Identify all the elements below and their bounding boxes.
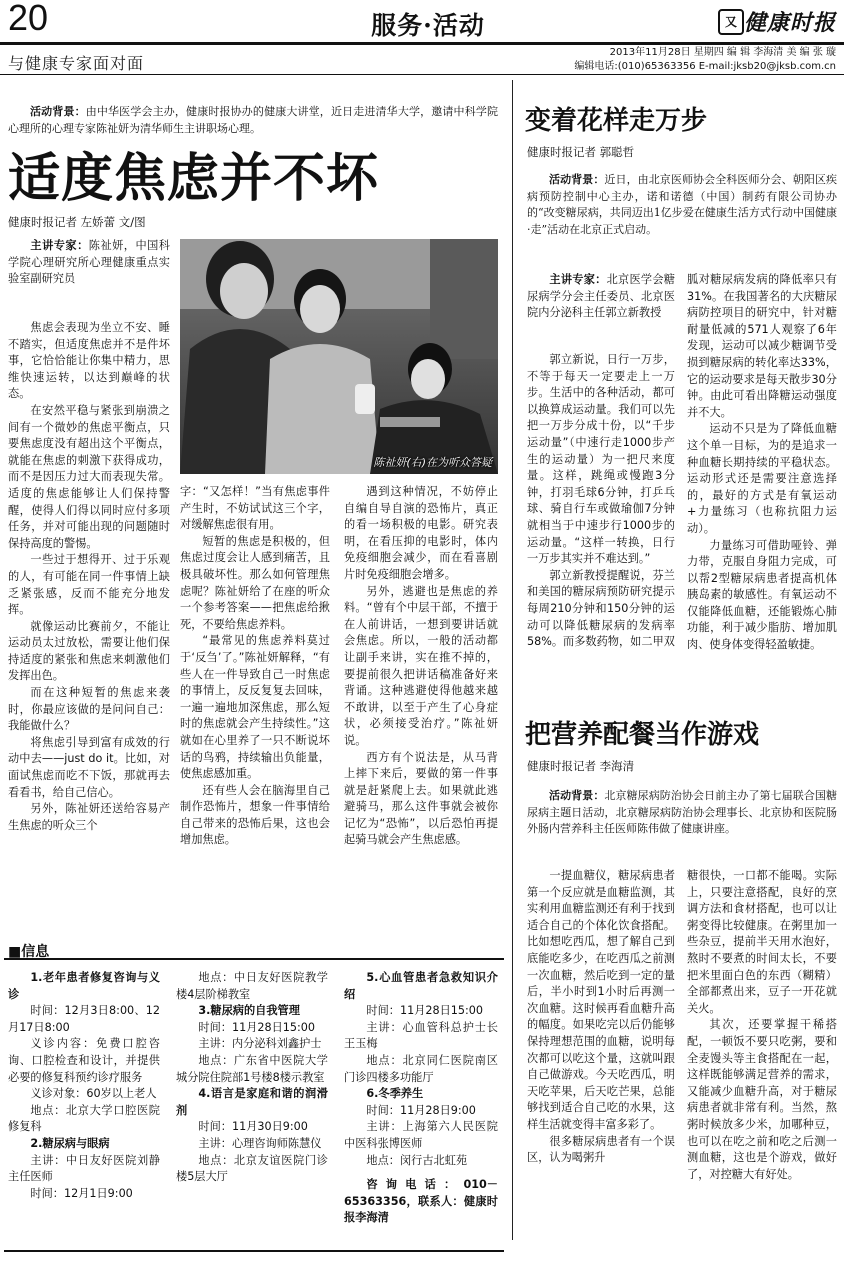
info-item-title: 5.心血管患者急救知识介绍 bbox=[344, 971, 498, 1001]
info-item-line: 地点：北京同仁医院南区门诊四楼多功能厅 bbox=[344, 1053, 498, 1084]
info-item-line: 地点：北京友谊医院门诊楼5层大厅 bbox=[176, 1153, 328, 1184]
art2-background-text: 近日，由北京医师协会全科医师分会、朝阳区疾病预防控制中心主办，诺和诺德（中国）制药有限公司协办的“改变糖尿病，共同迈出1亿步爱在健康生活方式行动中国健康·走”活动在北京正式启动。 bbox=[527, 173, 838, 236]
art2-background-label: 活动背景： bbox=[549, 173, 605, 186]
newspaper-logo bbox=[718, 4, 838, 38]
paragraph: 另外，陈祉妍还送给容易产生焦虑的听众三个 bbox=[8, 802, 170, 832]
art3-col2 bbox=[687, 868, 837, 1183]
info-item-line: 地点：中日友好医院教学楼4层阶梯教室 bbox=[176, 971, 328, 1001]
paragraph: 糖很快，一口都不能喝。实际上，只要注意搭配，良好的烹调方法和食材搭配，也可以让粥变得比较健康。在粥里加一些杂豆，提前半天用水泡好，熬时不要煮的时间太长，不要把米里面白色的东西（糊精）全部都煮出来，豆子一开花就关火。 bbox=[687, 869, 837, 1015]
info-item-line: 时间：11月28日15:00 bbox=[198, 1020, 316, 1034]
paragraph: 就像运动比赛前夕，不能让运动员太过放松，需要让他们保持适度的紧张和焦虑来刺激他们发挥出色。 bbox=[8, 619, 170, 683]
info-item-line: 时间：11月28日9:00 bbox=[366, 1103, 476, 1117]
art3-col1 bbox=[527, 868, 675, 1167]
info-item-line: 时间：12月1日9:00 bbox=[30, 1186, 133, 1200]
info-item-title: 6.冬季养生 bbox=[366, 1087, 424, 1101]
info-item-line: 义诊内容：免费口腔咨询、口腔检查和设计，并提供必要的修复科预约诊疗服务 bbox=[8, 1037, 160, 1084]
paragraph: 其次，还要掌握干稀搭配，一顿饭不要只吃粥，要和全麦馒头等主食搭配在一起，这样既能够满足营养的需求，又能减少血糖升高，对于糖尿病患者就非常有利。当然，熬粥时候放多少米，加哪种豆，也可以在吃之前和吃之后测一测血糖，这也是个游戏，做好了，对控糖大有好处。 bbox=[687, 1018, 837, 1181]
art1-speaker bbox=[8, 238, 170, 288]
art1-byline: 健康时报记者 左娇蕾 文/图 bbox=[8, 215, 146, 229]
paragraph: 西方有个说法是，从马背上摔下来后，要做的第一件事就是赶紧爬上去。如果就此逃避骑马，那么这件事就会被你记忆为“恐怖”，以后恐怕再提起骑马就会产生焦虑感。 bbox=[344, 750, 498, 847]
logo-mark-icon: 又 bbox=[718, 9, 744, 35]
art1-col2 bbox=[180, 484, 330, 849]
art3-background-label: 活动背景： bbox=[549, 789, 605, 802]
art1-col1 bbox=[8, 320, 170, 834]
info-item-title: 咨询电话：010－65363356，联系人：健康时报李海清 bbox=[344, 1178, 498, 1225]
header-rule bbox=[0, 42, 844, 45]
column-divider bbox=[512, 80, 513, 1240]
meta-contact: 编辑电话:(010)65363356 E-mail:jksb20@jksb.com.cn bbox=[574, 61, 836, 72]
paragraph: 很多糖尿病患者有一个误区，认为喝粥升 bbox=[527, 1134, 675, 1165]
art3-background bbox=[527, 788, 837, 838]
logo-text: 健康时报 bbox=[744, 10, 837, 36]
info-item-line: 地点：闵行古北虹苑 bbox=[366, 1153, 468, 1167]
art3-byline: 健康时报记者 李海清 bbox=[527, 759, 635, 773]
info-item-line: 时间：11月28日15:00 bbox=[366, 1004, 484, 1018]
paragraph: 还有些人会在脑海里自己制作恐怖片，想象一件事情给自己带来的恐怖后果，这也会增加焦虑。 bbox=[180, 783, 330, 847]
art2-speaker bbox=[527, 272, 675, 322]
info-section-title: ■信息 bbox=[8, 944, 50, 960]
paragraph: 郭立新教授提醒说，芬兰和美国的糖尿病预防研究提示每周210分钟和150分钟的运动可以降低糖尿病的发病率58%。而多数药物，如二甲双 bbox=[527, 568, 675, 649]
info-item-line: 地点：广东省中医院大学城分院住院部1号楼8楼示教室 bbox=[176, 1053, 328, 1084]
paragraph: 将焦虑引导到富有成效的行动中去——just do it。比如，对面试焦虑而吃不下饭，那就再去看看书，给自己信心。 bbox=[8, 735, 170, 799]
paragraph: 字：“又怎样！”当有焦虑事件产生时，不妨试试这三个字，对缓解焦虑很有用。 bbox=[180, 485, 330, 532]
paragraph: “最常见的焦虑养料莫过于‘反刍’了。”陈祉妍解释，“有些人在一件导致自己一时焦虑的事情上，反反复复去回味，一遍一遍地加深焦虑，那么短时的焦虑就会产生持续性。”这就如在心里养了一只不断说坏话的鸟鸦，持续输出负能量，使焦虑感加重。 bbox=[180, 634, 330, 781]
paragraph: 一提血糖仪，糖尿病患者第一个反应就是血糖监测，其实利用血糖监测还有利于找到适合自己的个体化饮食搭配。比如想吃西瓜，想了解自己到底能吃多少，在吃西瓜之前测一次血糖，然后吃到一定的量后，半小时到1小时后再测一次血糖。这时候再看血糖升高的幅度。如果吃完以后仍能够保持理想范围的血糖，说明每次都可以吃这个量，这就叫跟自己做游戏。今天吃西瓜，明天吃苹果，后天吃芒果，总能够找到适合自己吃的水果，这样生活就变得丰富多彩了。 bbox=[527, 869, 675, 1131]
info-item-title: 1.老年患者修复咨询与义诊 bbox=[8, 971, 160, 1001]
info-item-line: 主讲：心血管科总护士长王玉梅 bbox=[344, 1020, 498, 1051]
art2-speaker-text: 北京医学会糖尿病学分会主任委员、北京医院内分泌科主任郭立新教授 bbox=[527, 273, 675, 320]
paragraph: 在安然平稳与紧张到崩溃之间有一个微妙的焦虑平衡点，只要焦虑度没有超出这个平衡点，就能在焦虑的刺激下获得成功，而不是因压力过大而表现失常。适度的焦虑能够让人们保持警醒，使得人们得以同时应付多项任务，并对可能出现的问题随时保持高度的警惕。 bbox=[8, 403, 170, 550]
photo-caption: 陈祉妍(右)在为听众答疑 bbox=[373, 456, 492, 469]
art1-speaker-label: 主讲专家： bbox=[30, 239, 89, 252]
section-title: 服务·活动 bbox=[371, 11, 485, 40]
info-item-line bbox=[344, 1169, 498, 1177]
art1-background-label: 活动背景： bbox=[30, 105, 86, 118]
paragraph: 焦虑会表现为坐立不安、睡不踏实，但适度焦虑并不是件坏事，它恰恰能让你集中精力，思维快速运转，以达到巅峰的状态。 bbox=[8, 321, 170, 401]
paragraph: 另外，逃避也是焦虑的养料。“曾有个中层干部，不擅于在人前讲话，一想到要讲话就会焦虑。所以，一般的活动都让副手来讲，实在推不掉的，要提前很久把讲话稿准备好来背诵。这种逃避使得他越来越不敢讲，以至于产生了心身症状，必须接受治疗。”陈祉妍说。 bbox=[344, 584, 498, 747]
info-item-line: 时间：12月3日8:00、12月17日8:00 bbox=[8, 1004, 160, 1034]
info-item-line: 时间：11月30日9:00 bbox=[198, 1120, 308, 1134]
paragraph: 胍对糖尿病发病的降低率只有31%。在我国著名的大庆糖尿病防控项目的研究中，针对糖耐量低减的571人观察了6年发现，运动可以减少糖调节受损到糖尿病的转化率达33%，它的运动要求是每天散步30分钟。由此可看出降糖运动强度并不大。 bbox=[687, 273, 837, 419]
art2-speaker-label: 主讲专家： bbox=[549, 273, 607, 286]
art1-background-text: 由中华医学会主办，健康时报协办的健康大讲堂，近日走进清华大学，邀请中科学院心理所的心理专家陈祉妍为清华师生主讲职场心理。 bbox=[8, 105, 498, 135]
info-item-title: 4.语言是家庭和谐的润滑剂 bbox=[176, 1087, 328, 1117]
info-col2 bbox=[176, 970, 328, 1186]
art1-speaker-text: 陈祉妍，中国科学院心理研究所心理健康重点实验室副研究员 bbox=[8, 239, 170, 286]
info-col1 bbox=[8, 970, 160, 1202]
art1-headline: 适度焦虑并不坏 bbox=[8, 148, 380, 209]
art3-background-text: 北京糖尿病防治协会日前主办了第七届联合国糖尿病主题日活动，北京糖尿病防治协会理事长、北京协和医院肠外肠内营养科主任医师陈伟做了健康讲座。 bbox=[527, 789, 838, 835]
paragraph: 运动不只是为了降低血糖这个单一目标，为的是追求一种血糖长期持续的平稳状态。运动形式还是需要注意选择的，最好的方式是有氧运动+力量练习（也称抗阻力运动）。 bbox=[687, 422, 837, 535]
art3-headline: 把营养配餐当作游戏 bbox=[525, 720, 760, 750]
paragraph: 遇到这种情况，不妨停止自编自导自演的恐怖片，真正的看一场积极的电影。研究表明，在看压抑的电影时，体内免疫细胞会减少，而在看喜剧片时免疫细胞会增多。 bbox=[344, 485, 498, 581]
subheader-rule bbox=[0, 74, 844, 75]
paragraph: 郭立新说，日行一万步，不等于每天一定要走上一万步。生活中的各种活动，都可以换算成运动量。我们可以先把一万步分成十份，以“千步运动量”（中速行走1000步产生的运动量）为一把尺来度量。这样，跳绳或慢跑3分钟，打羽毛球6分钟，打乒乓球、骑自行车或做瑜伽7分钟就相当于中速步行1000步的运动量。“这样一转换，日行一万步其实并不难达到。” bbox=[527, 353, 675, 566]
info-item-line: 主讲：心理咨询师陈慧仪 bbox=[198, 1136, 322, 1150]
paragraph: 而在这种短暂的焦虑来袭时，你最应该做的是问问自己：我能做什么？ bbox=[8, 686, 170, 733]
page-meta bbox=[574, 46, 836, 74]
info-item-line: 地点：北京大学口腔医院修复科 bbox=[8, 1103, 160, 1134]
info-item-line: 义诊对象：60岁以上老人 bbox=[30, 1087, 157, 1101]
art2-byline: 健康时报记者 郭聪哲 bbox=[527, 145, 635, 159]
art2-col2 bbox=[687, 272, 837, 654]
paragraph: 力量练习可借助哑铃、弹力带，克服自身阻力完成，可以帮2型糖尿病患者提高机体胰岛素的敏感性。有氧运动不仅能降低血糖，还能锻炼心肺功能，利于减少脂肪、增加肌肉、使身体变得轻盈敏捷。 bbox=[687, 538, 837, 652]
art1-photo bbox=[180, 239, 498, 474]
info-col3 bbox=[344, 970, 498, 1227]
art1-col3 bbox=[344, 484, 498, 849]
meta-editors: 2013年11月28日 星期四 编 辑 李海清 美 编 张 璇 bbox=[609, 47, 836, 58]
info-item-line: 主讲：上海第六人民医院中医科张博医师 bbox=[344, 1120, 498, 1150]
art1-background bbox=[8, 104, 498, 137]
page-number: 20 bbox=[8, 0, 49, 38]
page-subtitle: 与健康专家面对面 bbox=[8, 54, 145, 73]
paragraph: 一些过于想得开、过于乐观的人，有可能在同一件事情上缺乏紧张感，反而不能充分地发挥。 bbox=[8, 553, 170, 617]
art2-headline: 变着花样走万步 bbox=[525, 106, 708, 136]
art2-col1 bbox=[527, 352, 675, 651]
photo-image bbox=[180, 239, 498, 474]
info-item-title: 3.糖尿病的自我管理 bbox=[198, 1004, 300, 1018]
info-item-line: 主讲：内分泌科刘鑫护士 bbox=[198, 1037, 322, 1051]
info-item-title: 2.糖尿病与眼病 bbox=[30, 1136, 110, 1150]
info-item-line: 主讲：中日友好医院刘静主任医师 bbox=[8, 1153, 160, 1184]
paragraph: 短暂的焦虑是积极的，但焦虑过度会让人感到痛苦，且极具破坏性。那么如何管理焦虑呢？陈祉妍给了在座的听众一个参考答案——把焦虑给揪死，不要给焦虑养料。 bbox=[180, 534, 330, 631]
art2-background bbox=[527, 172, 837, 238]
